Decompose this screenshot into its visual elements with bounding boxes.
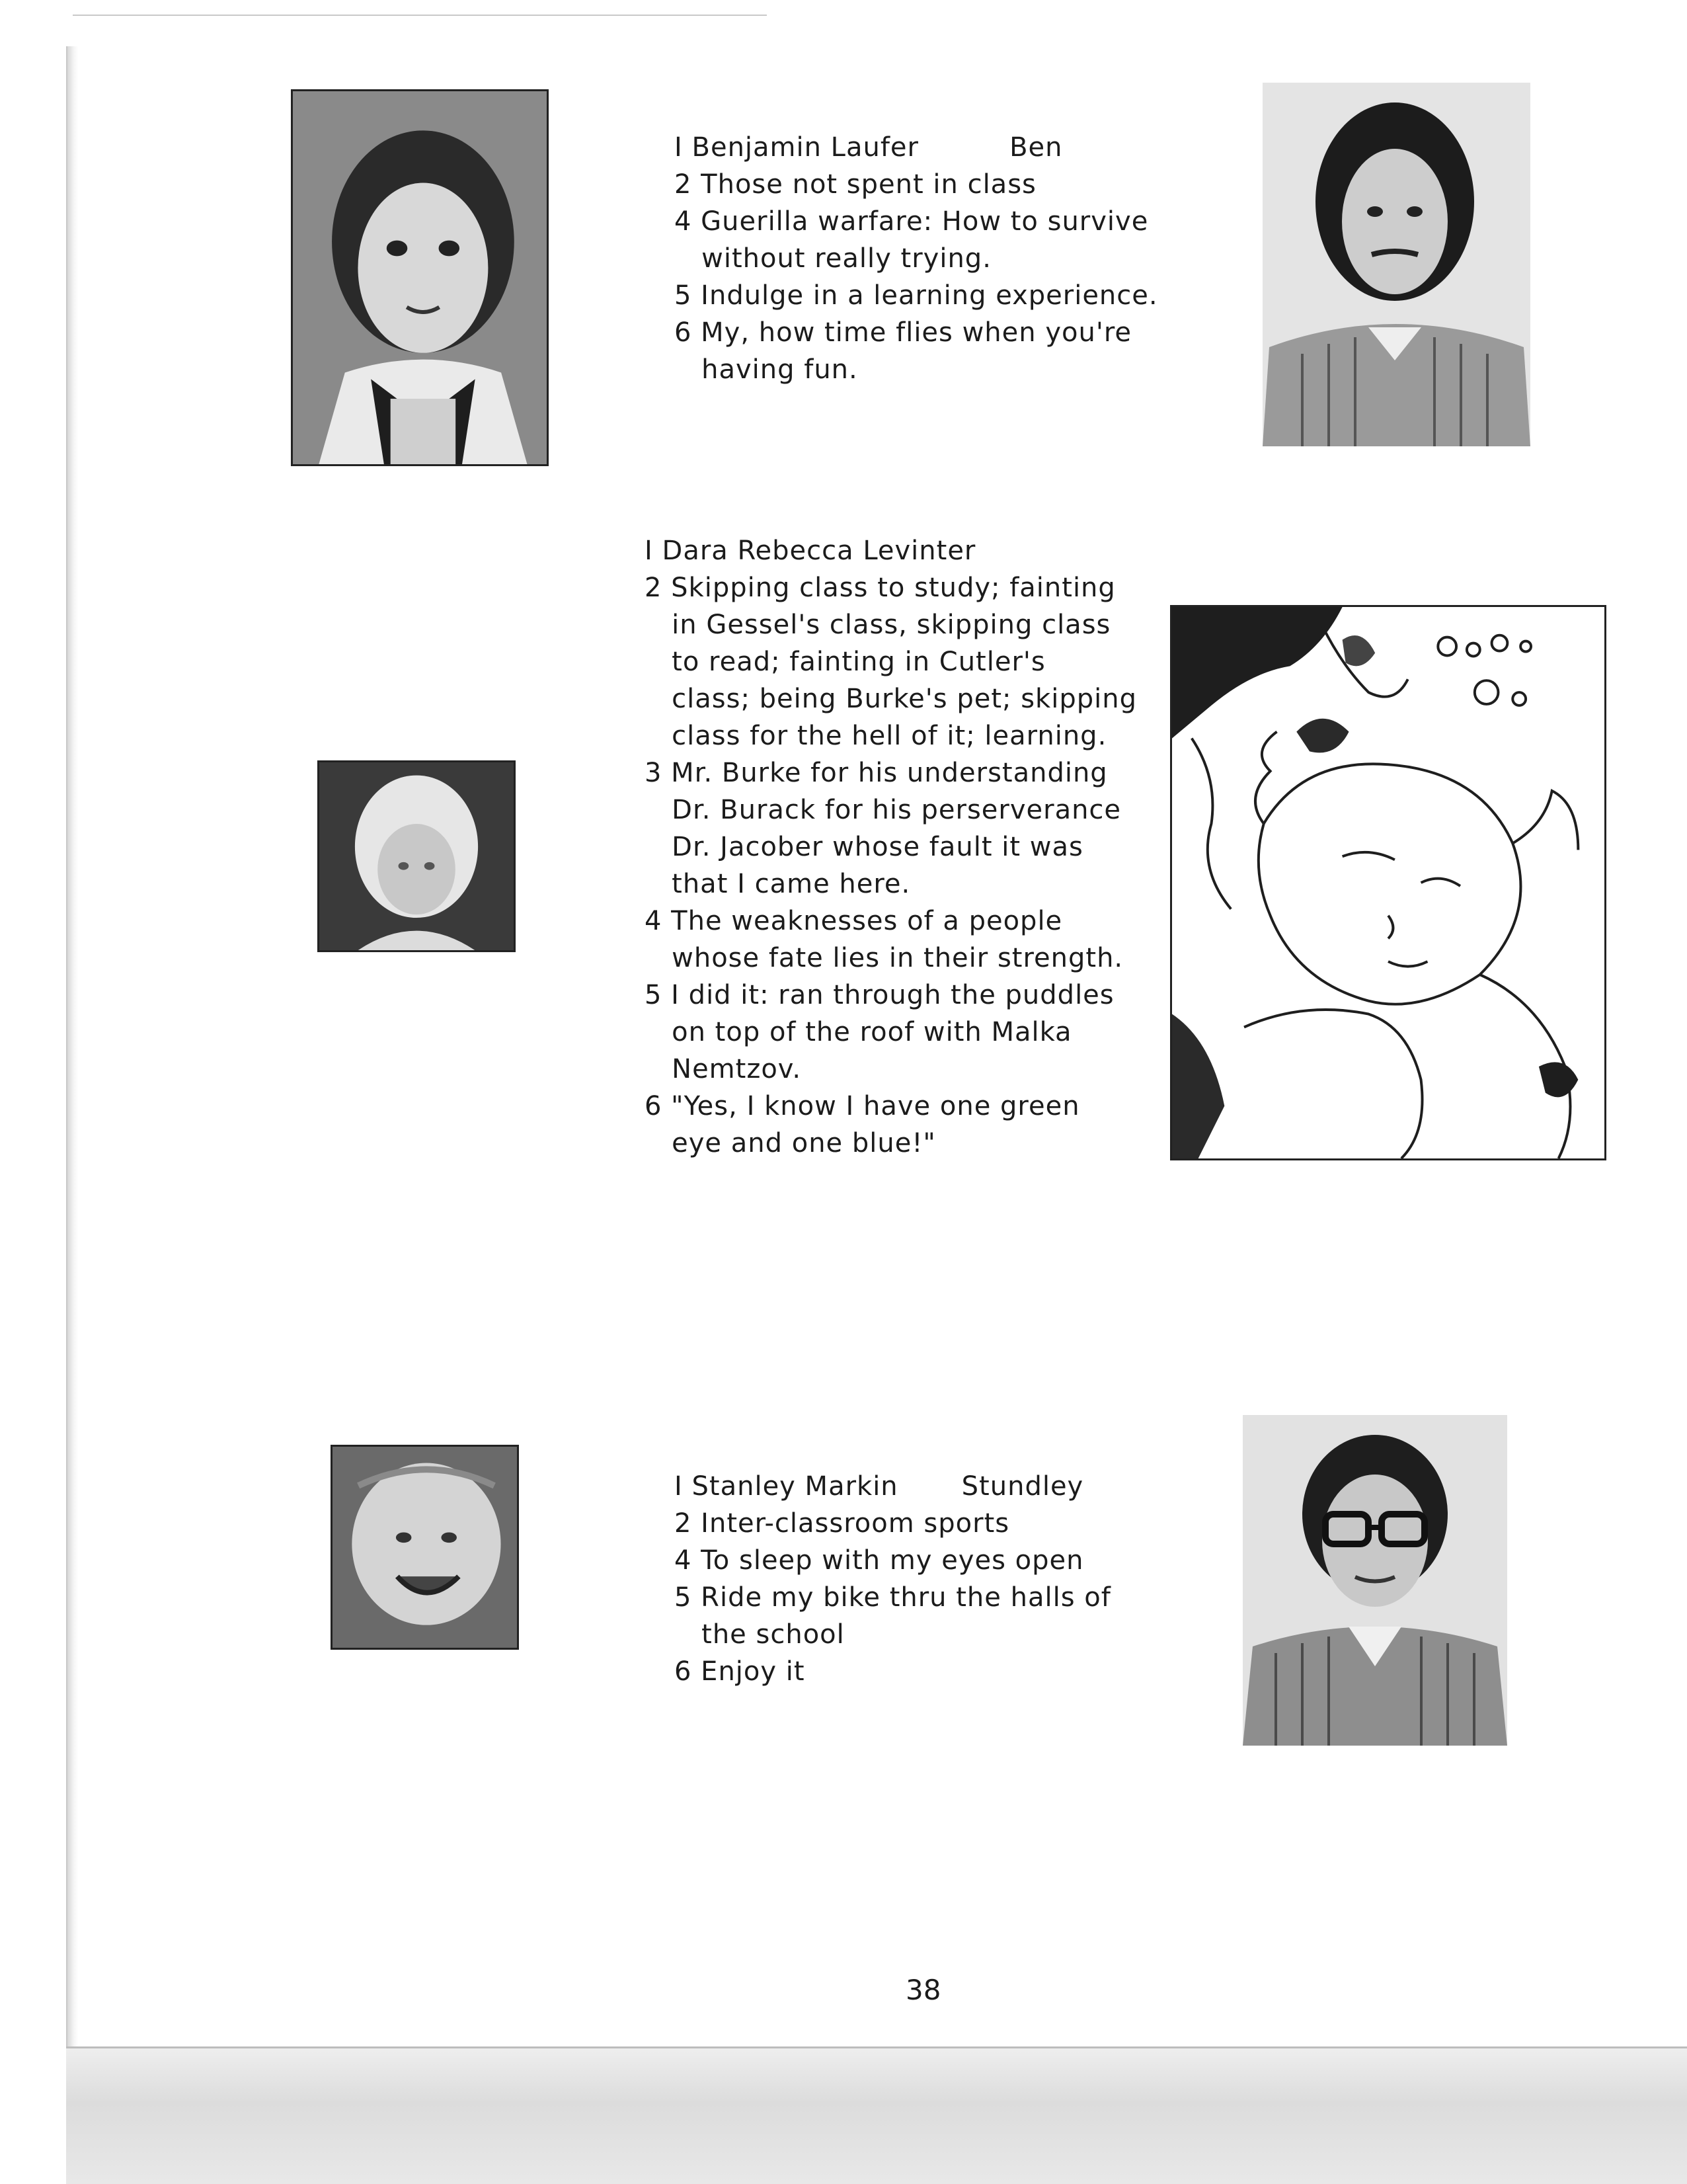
senior-photo-benjamin <box>1263 83 1530 446</box>
entry-line: class; being Burke's pet; skipping <box>645 684 1137 714</box>
page-bottom-edge <box>66 2046 1687 2184</box>
entry-line: class for the hell of it; learning. <box>645 721 1107 751</box>
senior-photo-stanley <box>1243 1415 1507 1746</box>
baby-photo-benjamin <box>291 89 549 466</box>
entry-line: whose fate lies in their strength. <box>645 943 1124 973</box>
entry-line: Dr. Burack for his perserverance <box>645 795 1122 825</box>
entry-line: in Gessel's class, skipping class <box>645 610 1111 640</box>
entry-line: 6 Enjoy it <box>674 1656 805 1687</box>
page-top-edge <box>73 15 767 16</box>
entry-line: I Dara Rebecca Levinter <box>645 536 976 566</box>
entry-benjamin-laufer <box>674 129 1158 388</box>
entry-line: 5 Ride my bike thru the halls of <box>674 1582 1111 1613</box>
entry-line: on top of the roof with Malka <box>645 1017 1072 1047</box>
entry-line: that I came here. <box>645 869 911 899</box>
entry-line: 2 Those not spent in class <box>674 169 1037 200</box>
entry-stanley-markin <box>674 1468 1111 1690</box>
entry-line: 4 Guerilla warfare: How to survive <box>674 206 1149 237</box>
entry-line: 5 Indulge in a learning experience. <box>674 280 1158 311</box>
entry-dara-levinter <box>645 532 1137 1162</box>
entry-line: I Stanley Markin Stundley <box>674 1471 1084 1502</box>
entry-line: 2 Skipping class to study; fainting <box>645 573 1116 603</box>
entry-line: Nemtzov. <box>645 1054 802 1084</box>
entry-line: eye and one blue!" <box>645 1128 936 1158</box>
entry-line: 5 I did it: ran through the puddles <box>645 980 1115 1010</box>
entry-line: having fun. <box>674 354 858 385</box>
entry-line: 2 Inter-classroom sports <box>674 1508 1010 1539</box>
entry-line: Dr. Jacober whose fault it was <box>645 832 1083 862</box>
entry-line: 4 The weaknesses of a people <box>645 906 1063 936</box>
entry-line: to read; fainting in Cutler's <box>645 647 1046 677</box>
entry-line: the school <box>674 1619 845 1650</box>
entry-line: 6 "Yes, I know I have one green <box>645 1091 1080 1121</box>
baby-photo-dara <box>317 760 516 952</box>
baby-photo-stanley <box>331 1445 519 1650</box>
entry-line: 3 Mr. Burke for his understanding <box>645 758 1108 788</box>
entry-line: 4 To sleep with my eyes open <box>674 1545 1084 1576</box>
page-left-edge <box>66 46 78 2070</box>
entry-line: I Benjamin Laufer Ben <box>674 132 1063 163</box>
illustration-sleeping-face <box>1170 605 1606 1160</box>
entry-line: 6 My, how time flies when you're <box>674 317 1132 348</box>
entry-line: without really trying. <box>674 243 992 274</box>
page-number: 38 <box>906 1974 941 2006</box>
